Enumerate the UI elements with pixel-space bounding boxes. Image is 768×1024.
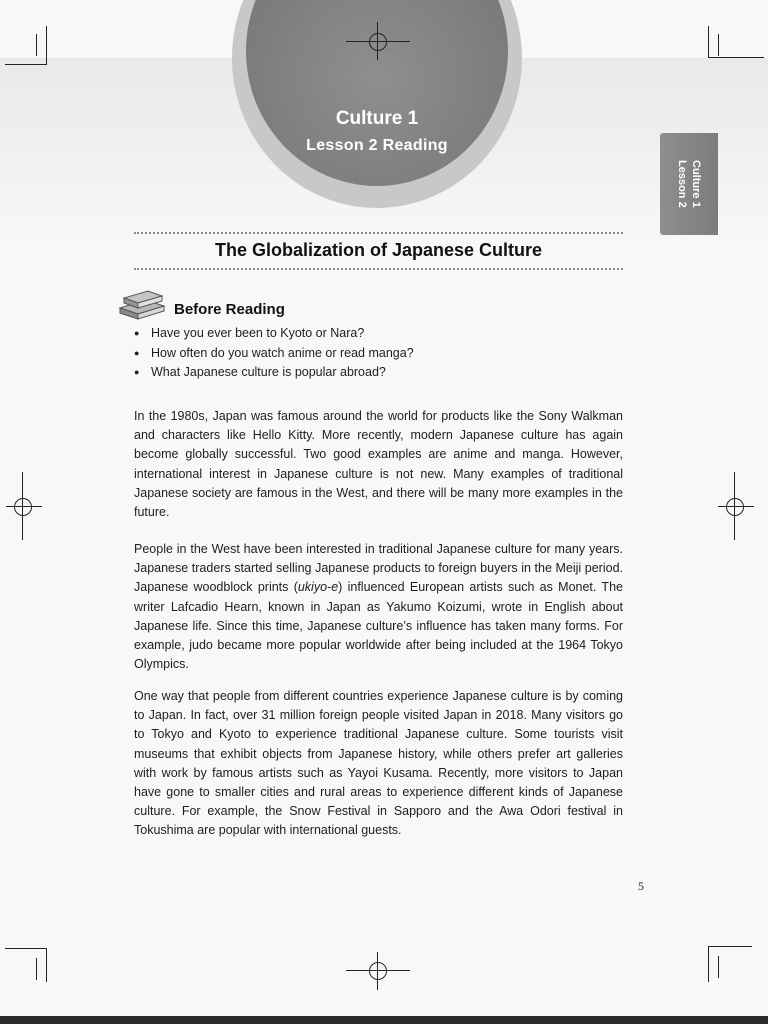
paragraph-text: People in the West have been interested in traditional Japanese culture for many years. Japanese traders started selling Japanese products to foreign buyers in the Meiji period. Japanese woodblock prints (	[134, 542, 623, 595]
side-tab-line-1: Culture 1	[690, 160, 702, 208]
before-reading-heading: Before Reading	[174, 301, 285, 318]
paragraph-text: In the 1980s, Japan was famous around the world for products like the Sony Walkman and characters like Hello Kitty. More recently, modern Japanese culture has again become globally successful. Two good examples are anime and manga. However, international interest in Japanese culture is not new. Many examples of traditional Japanese society are famous in the West, and there will be many more examples in the future.	[134, 409, 623, 520]
page-title: The Globalization of Japanese Culture	[214, 240, 543, 260]
italic-term: ukiyo-e	[297, 580, 339, 595]
page-number: 5	[638, 879, 644, 893]
list-item: ● Have you ever been to Kyoto or Nara?	[134, 324, 614, 344]
paragraph-3	[134, 687, 623, 841]
side-tab-line-2: Lesson 2	[676, 160, 688, 208]
paragraph-text: ) influenced European artists such as Monet. The writer Lafcadio Hearn, known in Japan as Yakumo Koizumi, wrote in English about Japanese life. Since this time, Japanese culture’s influence has taken many forms. For example, judo became more popular worldwide after being included at the 1964 Tokyo Olympics.	[134, 580, 623, 672]
scan-edge	[0, 1016, 768, 1024]
question-list	[134, 324, 614, 383]
paragraph-2	[134, 540, 623, 674]
chapter-title: Culture 1	[335, 108, 419, 129]
list-item: ● How often do you watch anime or read manga?	[134, 344, 614, 364]
paragraph-text: One way that people from different countries experience Japanese culture is by coming to Japan. In fact, over 31 million foreign people visited Japan in 2018. Many visitors go to Tokyo and Kyoto to experience traditional Japanese culture. Some tourists visit museums that exhibit objects from Japanese history, while others prefer art galleries with work by famous artists such as Yayoi Kusama. Recently, more visitors to Japan have gone to smaller cities and rural areas to experience different kinds of Japanese culture. For example, the Snow Festival in Sapporo and the Awa Odori festival in Tokushima are popular with international guests.	[134, 689, 623, 838]
books-icon	[116, 286, 168, 322]
paragraph-1	[134, 407, 623, 522]
lesson-subtitle: Lesson 2 Reading	[306, 137, 448, 154]
list-item: ● What Japanese culture is popular abroad?	[134, 363, 614, 383]
side-tab-label	[660, 133, 718, 235]
title-rule-top	[134, 232, 623, 234]
title-rule-bottom	[134, 268, 623, 270]
